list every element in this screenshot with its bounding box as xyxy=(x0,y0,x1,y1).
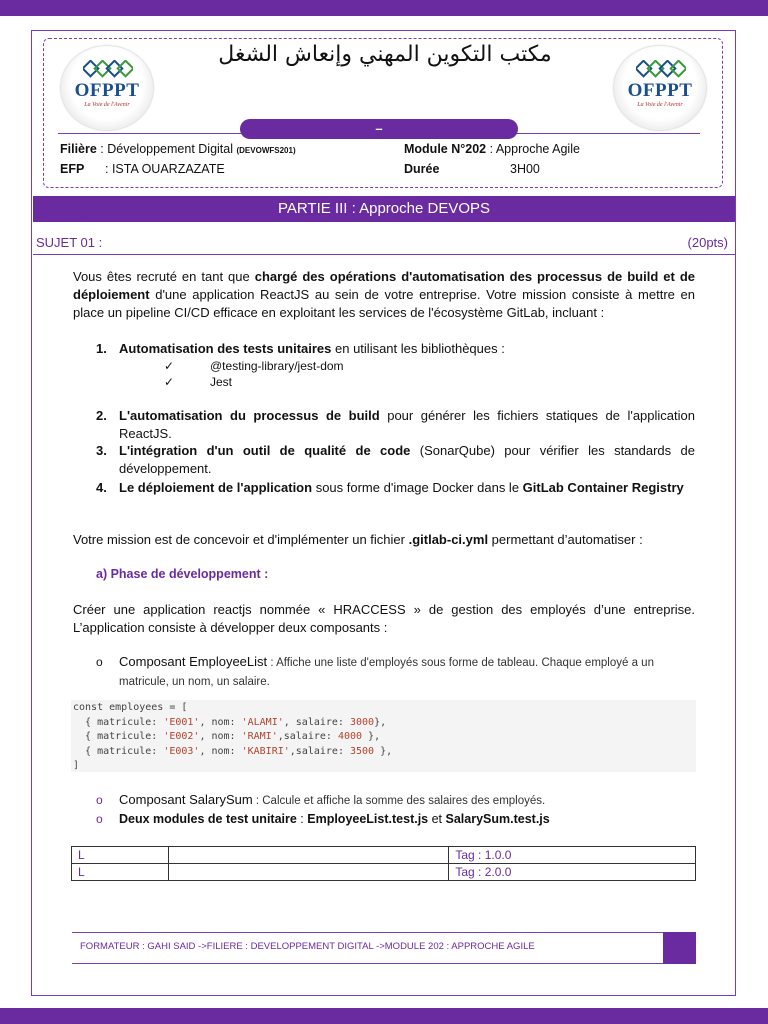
mission-paragraph xyxy=(73,531,695,549)
sujet-divider xyxy=(33,254,735,255)
checkmark-icon: ✓ xyxy=(164,359,175,373)
logo-tagline: La Voie de l'Avenir xyxy=(637,102,683,108)
top-border-bar xyxy=(0,0,768,16)
ofppt-emblem-icon xyxy=(83,60,133,78)
module-info xyxy=(404,142,580,156)
table-cell: L xyxy=(72,864,169,881)
item-4 xyxy=(119,479,695,497)
component-title: Composant EmployeeList xyxy=(119,654,268,669)
intro-text-1: Vous êtes recruté en tant que xyxy=(73,269,255,284)
table-row xyxy=(72,847,696,864)
lib-item: @testing-library/jest-dom xyxy=(210,359,344,373)
code-row: { matricule: 'E003', nom: 'KABIRI',salaire: 3500 }, xyxy=(73,745,393,757)
table-cell xyxy=(168,847,449,864)
bullet-circle-icon: o xyxy=(96,793,103,807)
ofppt-logo-right xyxy=(614,46,706,130)
mission-text-1: Votre mission est de concevoir et d'implémenter un fichier xyxy=(73,532,409,547)
intro-bold: chargé des opérations d'automatisation des processus de build et de déploiement xyxy=(73,269,696,302)
code-block xyxy=(71,700,696,772)
phase-heading: a) Phase de développement : xyxy=(96,567,269,581)
code-line: const employees = [ xyxy=(73,702,188,713)
logo-name: OFPPT xyxy=(627,80,693,101)
table-cell: L xyxy=(72,847,169,864)
code-row: { matricule: 'E001', nom: 'ALAMI', salaire: 3000}, xyxy=(73,716,387,728)
code-line: ] xyxy=(73,760,80,771)
footer-text: FORMATEUR : GAHI SAID ->FILIERE : DEVELOPPEMENT DIGITAL ->MODULE 202 : APPROCHE AGILE xyxy=(80,941,535,952)
arabic-institution-title: مكتب التكوين المهني وإنعاش الشغل xyxy=(218,42,552,67)
item-1 xyxy=(119,340,695,358)
table-cell: Tag : 1.0.0 xyxy=(449,847,696,864)
checkmark-icon: ✓ xyxy=(164,375,175,389)
filiere-code: (DEVOWFS201) xyxy=(236,146,296,155)
item-bold: L'automatisation du processus de build xyxy=(119,408,380,423)
mission-file: .gitlab-ci.yml xyxy=(408,532,489,547)
header-pill: – xyxy=(240,119,518,139)
component-desc: : Calcule et affiche la somme des salaires des employés. xyxy=(252,795,546,807)
item-bold: L'intégration d'un outil de qualité de code xyxy=(119,443,411,458)
ofppt-logo-left xyxy=(61,46,153,130)
test-modules: Deux modules de test unitaire : EmployeeList.test.js et SalarySum.test.js xyxy=(119,812,550,826)
item-bold: Automatisation des tests unitaires xyxy=(119,341,332,356)
test-file: EmployeeList.test.js xyxy=(307,812,429,826)
item-text: en utilisant les bibliothèques : xyxy=(331,341,505,356)
component-salarysum xyxy=(119,791,697,810)
tags-table xyxy=(71,846,696,881)
footer-square xyxy=(663,932,696,964)
mission-text-2: permettant d’automatiser : xyxy=(488,532,643,547)
lib-item: Jest xyxy=(210,375,233,389)
intro-paragraph xyxy=(73,268,695,322)
module-value: : Approche Agile xyxy=(486,142,580,156)
efp-info xyxy=(60,162,84,176)
item-number: 4. xyxy=(96,480,107,495)
tests-bold: Deux modules de test unitaire xyxy=(119,812,297,826)
item-text: (SonarQube) pour vérifier les standards de développement. xyxy=(119,443,695,476)
duree-value: 3H00 xyxy=(510,162,540,176)
table-cell: Tag : 2.0.0 xyxy=(449,864,696,881)
sujet-points: (20pts) xyxy=(687,235,728,250)
efp-value: : ISTA OUARZAZATE xyxy=(105,162,225,176)
module-label: Module N°202 xyxy=(404,142,487,156)
item-3 xyxy=(119,442,695,478)
intro-text-2: d'une application ReactJS au sein de votre entreprise. Votre mission consiste à mettre en place un pipeline CI/CD efficace en exploitant les services de l'écosystème GitLab, incluant : xyxy=(73,287,695,320)
duree-label: Durée xyxy=(404,162,440,176)
item-2 xyxy=(119,407,695,443)
filiere-value: : Développement Digital xyxy=(96,142,237,156)
item-number: 3. xyxy=(96,443,107,458)
item-text: sous forme d'image Docker dans le xyxy=(312,480,523,495)
component-employeelist xyxy=(119,653,697,691)
ofppt-emblem-icon xyxy=(636,60,686,78)
efp-label: EFP xyxy=(60,162,85,176)
duree-info xyxy=(404,162,439,176)
table-cell xyxy=(168,864,449,881)
code-row: { matricule: 'E002', nom: 'RAMI',salaire: 4000 }, xyxy=(73,731,381,742)
filiere-info xyxy=(60,142,296,156)
create-paragraph: Créer une application reactjs nommée « HRACCESS » de gestion des employés d’une entreprise. L’application consiste à développer deux composants : xyxy=(73,602,695,635)
item-number: 2. xyxy=(96,408,107,423)
table-row xyxy=(72,864,696,881)
test-file: SalarySum.test.js xyxy=(445,812,550,826)
bottom-border-bar xyxy=(0,1008,768,1024)
logo-name: OFPPT xyxy=(74,80,140,101)
bullet-circle-icon: o xyxy=(96,812,103,826)
item-bold-2: GitLab Container Registry xyxy=(522,480,684,495)
sujet-label: SUJET 01 : xyxy=(36,235,103,250)
section-title: PARTIE III : Approche DEVOPS xyxy=(33,196,735,222)
item-text: pour générer les fichiers statiques de l'application ReactJS. xyxy=(119,408,695,441)
logo-tagline: La Voie de l'Avenir xyxy=(84,102,130,108)
component-title: Composant SalarySum xyxy=(119,792,253,807)
item-bold: Le déploiement de l'application xyxy=(119,480,313,495)
item-number: 1. xyxy=(96,341,107,356)
bullet-circle-icon: o xyxy=(96,655,103,669)
component-desc: : Affiche une liste d'employés sous forme de tableau. Chaque employé a un matricule, un nom, un salaire. xyxy=(119,657,654,688)
filiere-label: Filière xyxy=(60,142,97,156)
